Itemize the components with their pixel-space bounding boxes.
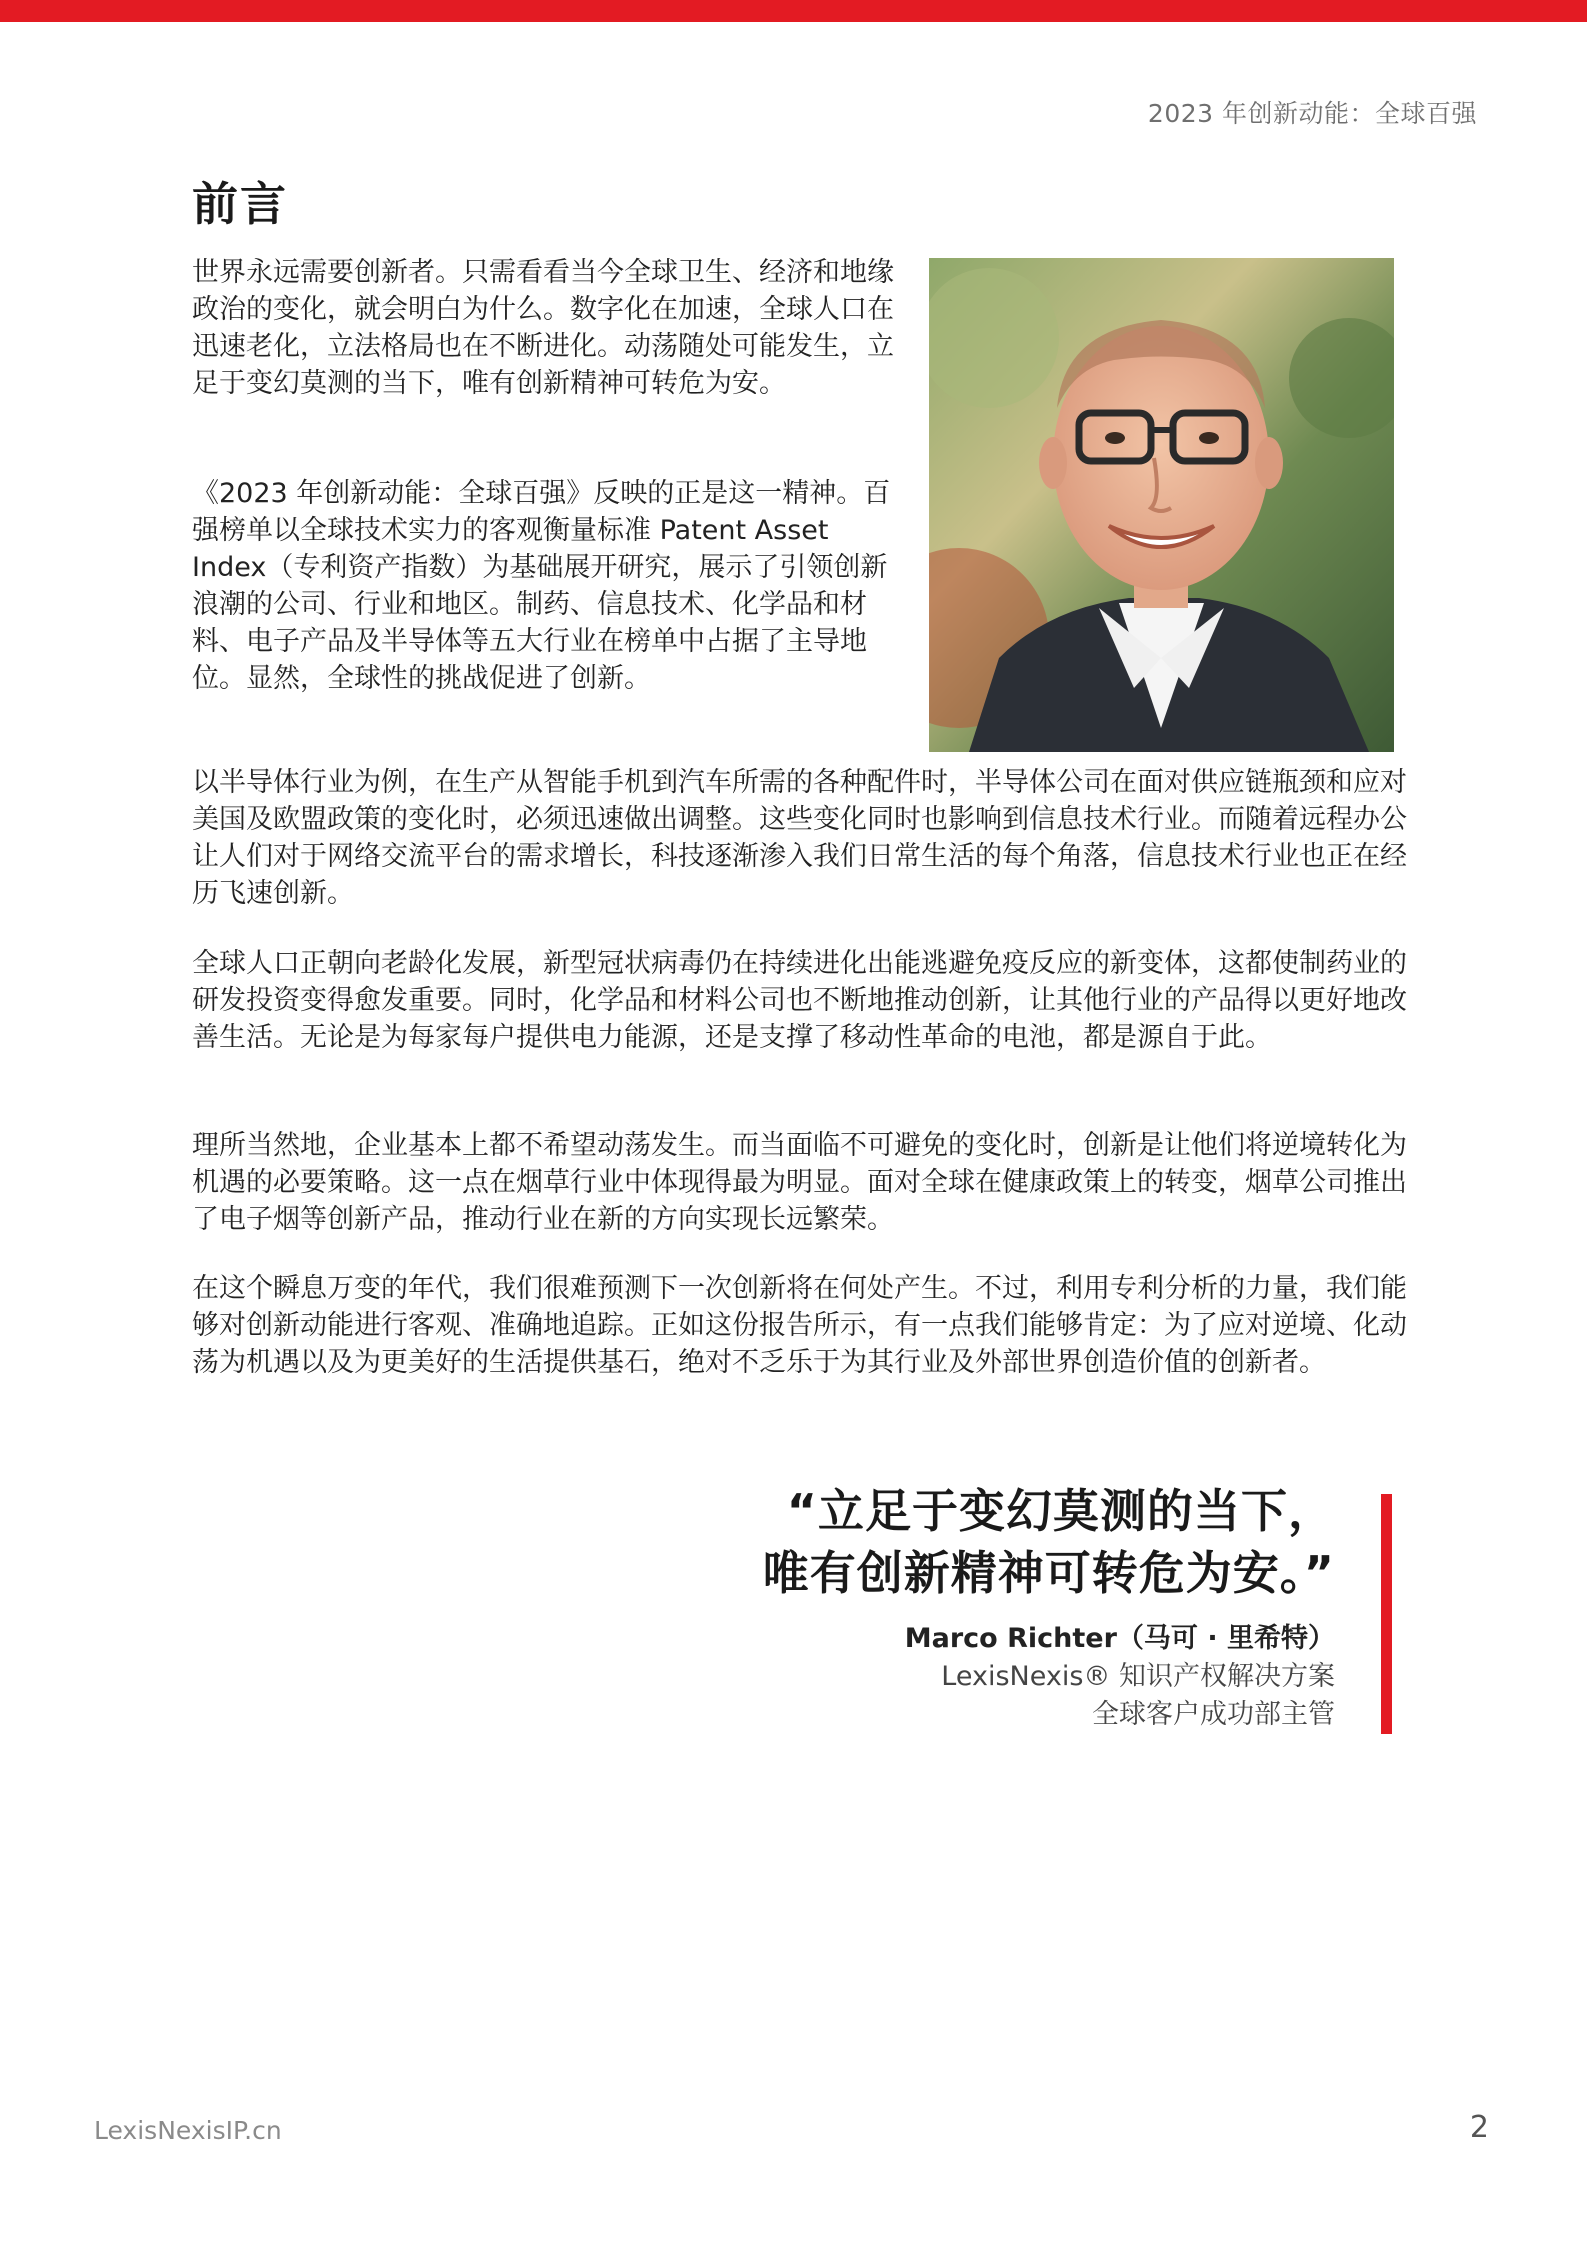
paragraph-conclusion: 在这个瞬息万变的年代，我们很难预测下一次创新将在何处产生。不过，利用专利分析的力量，我们能够对创新动能进行客观、准确地追踪。正如这份报告所示，有一点我们能够肯定：为了应对逆境、化动荡为机遇以及为更美好的生活提供基石，绝对不乏乐于为其行业及外部世界创造价值的创新者。 <box>192 1273 1407 1378</box>
running-header: 2023 年创新动能：全球百强 <box>1147 99 1477 128</box>
footer-website: LexisNexisIP.cn <box>94 2116 282 2145</box>
quote-author-role: LexisNexis® 知识产权解决方案 <box>941 1661 1335 1692</box>
quote-line-2: 唯有创新精神可转危为安。” <box>762 1546 1335 1600</box>
paragraph-report: 《2023 年创新动能：全球百强》反映的正是这一精神。百强榜单以全球技术实力的客观衡量标准 Patent Asset Index（专利资产指数）为基础展开研究，展示了引领创新浪潮的公司、行业和地区。制药、信息技术、化学品和材料、电子产品及半导体等五大行业在榜单中占据了主导地位。显然，全球性的挑战促进了创新。 <box>192 478 891 694</box>
quote-author-department: 全球客户成功部主管 <box>1092 1699 1335 1730</box>
top-accent-bar <box>0 0 1587 22</box>
portrait-photo <box>929 258 1394 752</box>
page-title: 前言 <box>192 177 288 231</box>
quote-accent-bar <box>1381 1494 1392 1734</box>
paragraph-intro: 世界永远需要创新者。只需看看当今全球卫生、经济和地缘政治的变化，就会明白为什么。数字化在加速，全球人口在迅速老化，立法格局也在不断进化。动荡随处可能发生，立足于变幻莫测的当下，唯有创新精神可转危为安。 <box>192 257 894 399</box>
pull-quote <box>763 1480 1335 1734</box>
quote-attribution <box>763 1620 1335 1734</box>
quote-author: Marco Richter（马可 · 里希特） <box>904 1623 1335 1654</box>
paragraph-pharma: 全球人口正朝向老龄化发展，新型冠状病毒仍在持续进化出能逃避免疫反应的新变体，这都使制药业的研发投资变得愈发重要。同时，化学品和材料公司也不断地推动创新，让其他行业的产品得以更好地改善生活。无论是为每家每户提供电力能源，还是支撑了移动性革命的电池，都是源自于此。 <box>192 948 1407 1053</box>
paragraph-semiconductor: 以半导体行业为例，在生产从智能手机到汽车所需的各种配件时，半导体公司在面对供应链瓶颈和应对美国及欧盟政策的变化时，必须迅速做出调整。这些变化同时也影响到信息技术行业。而随着远程办公让人们对于网络交流平台的需求增长，科技逐渐渗入我们日常生活的每个角落，信息技术行业也正在经历飞速创新。 <box>192 767 1407 909</box>
quote-line-1: “立足于变幻莫测的当下， <box>786 1484 1335 1538</box>
paragraph-tobacco: 理所当然地，企业基本上都不希望动荡发生。而当面临不可避免的变化时，创新是让他们将逆境转化为机遇的必要策略。这一点在烟草行业中体现得最为明显。面对全球在健康政策上的转变，烟草公司推出了电子烟等创新产品，推动行业在新的方向实现长远繁荣。 <box>192 1130 1407 1235</box>
page-number: 2 <box>1469 2110 1489 2145</box>
